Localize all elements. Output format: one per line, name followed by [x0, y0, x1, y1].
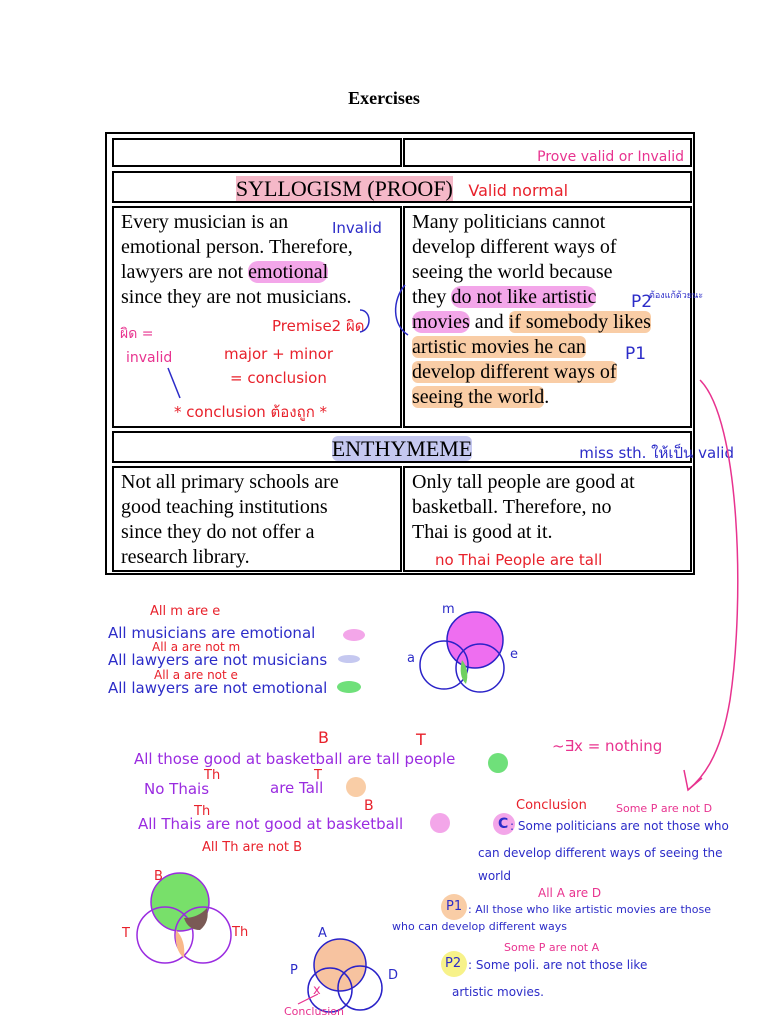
cell2-line3: seeing the world because [412, 261, 613, 283]
p2-line2: artistic movies. [452, 985, 544, 999]
b-label2: B [364, 798, 374, 814]
s1-label3: All a are not e [154, 668, 238, 682]
venn3-label-d: D [388, 968, 399, 983]
cell2-line7: develop different ways of [412, 361, 617, 383]
p1-line1: : All those who like artistic movies are those [468, 903, 711, 916]
cell1-line2: emotional person. Therefore, [121, 236, 353, 258]
cell2-line6: artistic movies he can [412, 336, 586, 358]
venn3-conclusion-label: Conclusion [284, 1005, 344, 1018]
c-line2: can develop different ways of seeing the [478, 846, 723, 860]
cell2-line4: they do not like artistic [412, 286, 597, 308]
invalid-arrow-line [168, 368, 180, 398]
bullet-lavender-1 [338, 655, 360, 663]
s1-line1: All musicians are emotional [108, 624, 316, 642]
venn1-label-a: a [407, 651, 415, 666]
conclusion-label: Conclusion [516, 798, 587, 813]
th-label: Th [204, 768, 221, 783]
b-label: B [318, 728, 329, 747]
cell3-line1: Not all primary schools are [121, 471, 339, 493]
long-arrow [688, 380, 738, 790]
syllogism-header: SYLLOGISM (PROOF) [235, 176, 453, 201]
venn2-label-b: B [154, 869, 163, 884]
venn3-circle-a [314, 939, 366, 991]
premise1-highlight: if somebody likes [508, 311, 651, 333]
some-p-not-a: Some P are not A [504, 941, 600, 954]
p1-line2: who can develop different ways [392, 920, 567, 933]
s2-line2b: are Tall [270, 779, 324, 797]
t-label: T [416, 730, 426, 749]
wrong-invalid-note: invalid [126, 350, 173, 366]
cell2-line1: Many politicians cannot [412, 211, 606, 233]
premise2-bracket [396, 285, 408, 335]
venn1-label-e: e [510, 647, 518, 662]
c-line1: : Some politicians are not those who [510, 819, 729, 833]
prove-note: Prove valid or Invalid [537, 149, 684, 165]
venn1-circle-m [447, 612, 503, 668]
cell4-line2: basketball. Therefore, no [412, 496, 612, 518]
cell2-line2: develop different ways of [412, 236, 617, 258]
p2-line1: : Some poli. are not those like [468, 958, 648, 972]
p2-thai-note: ต้องแก้ด้วยนะ [649, 291, 704, 301]
p2-tag: P2 [445, 956, 462, 971]
cell4-line3: Thai is good at it. [412, 521, 553, 543]
th-label2: Th [194, 804, 211, 819]
s1-line3: All lawyers are not emotional [108, 679, 328, 697]
premise-note: Premise2 ผิด [272, 317, 365, 335]
bullet-green-2 [488, 753, 508, 773]
venn2-label-t: T [122, 926, 130, 941]
cell3-line3: since they do not offer a [121, 521, 315, 543]
s1-label2: All a are not m [152, 640, 241, 654]
all-a-are-d: All A are D [538, 886, 602, 900]
s2-line4: All Th are not B [202, 840, 303, 855]
venn1-label-m: m [442, 602, 455, 617]
venn3-label-a: A [318, 926, 327, 941]
cell4-line1: Only tall people are good at [412, 471, 635, 493]
wrong-note: ผิด = [120, 326, 154, 342]
emotional-highlight: emotional [248, 261, 329, 283]
s2-line2a: No Thais [144, 780, 210, 798]
s2-line1: All those good at basketball are tall people [134, 750, 456, 768]
miss-something-note: miss sth. ให้เป็น valid [579, 444, 734, 462]
c-tag: C [498, 816, 509, 832]
invalid-note: Invalid [332, 219, 382, 237]
no-thai-tall-note: no Thai People are tall [435, 551, 603, 569]
bullet-pink-1 [343, 629, 365, 641]
cell1-line4: since they are not musicians. [121, 286, 352, 308]
valid-normal-note: Valid normal [468, 181, 569, 200]
bullet-pink-2 [430, 813, 450, 833]
cell2-line8: seeing the world. [412, 386, 550, 408]
nothing-note: ~∃x = nothing [552, 737, 663, 755]
premise-bracket [360, 310, 369, 332]
s1-label1: All m are e [150, 604, 221, 619]
cell3-line4: research library. [121, 546, 250, 568]
s2-line3: All Thais are not good at basketball [138, 815, 404, 833]
cell3-line2: good teaching institutions [121, 496, 328, 518]
enthymeme-header: ENTHYMEME [331, 436, 473, 461]
p1-note: P1 [625, 344, 647, 364]
conclusion-must-be-true-note: * conclusion ต้องถูก * [174, 403, 328, 421]
t-label2: T [314, 768, 322, 783]
cell1-line1: Every musician is an [121, 211, 289, 233]
venn2-peach-region [176, 930, 185, 958]
page-title: Exercises [348, 88, 420, 108]
venn3-label-x: x [313, 983, 321, 998]
venn3-label-p: P [290, 963, 298, 978]
equals-conclusion-note: = conclusion [230, 369, 327, 387]
bullet-green-1 [337, 681, 361, 693]
bullet-peach-2 [346, 777, 366, 797]
major-minor-note: major + minor [224, 345, 334, 363]
some-p-not-d: Some P are not D [616, 802, 713, 815]
venn2-label-th: Th [232, 925, 249, 940]
cell1-line3: lawyers are not emotional [121, 261, 329, 283]
p1-tag: P1 [446, 899, 463, 914]
cell2-line5: movies and if somebody likes [412, 311, 651, 333]
long-arrow-head [684, 770, 702, 790]
s1-line2: All lawyers are not musicians [108, 651, 328, 669]
p2-note: P2 [631, 292, 653, 312]
premise2-highlight: do not like artistic [451, 286, 597, 308]
c-line3: world [478, 869, 512, 883]
